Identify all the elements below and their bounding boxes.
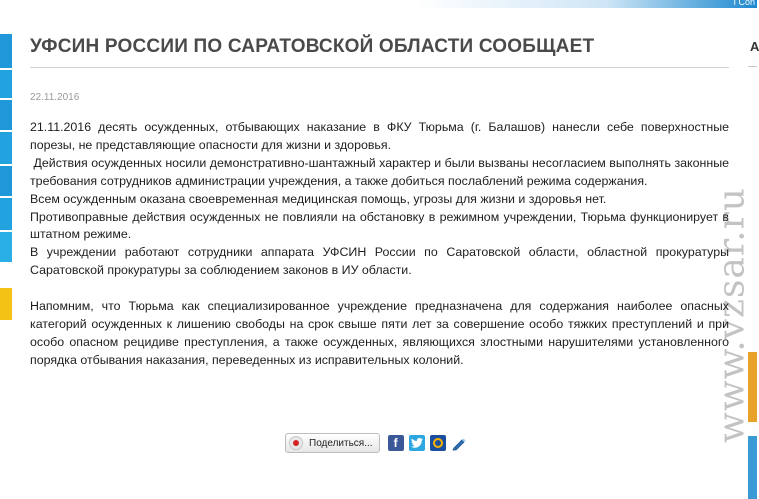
article-paragraph: 21.11.2016 десять осужденных, отбывающих наказание в ФКУ Тюрьма (г. Балашов) нанесли себе поверхностные порезы, не представляющие опасности для жизни и здоровья.: [30, 120, 729, 152]
article-paragraph: Действия осужденных носили демонстративно-шантажный характер и были вызваны несогласием выполнять законные требования сотрудников администрации учреждения, а также добиться послаблений режима содержания.: [30, 155, 733, 188]
article-paragraph: Всем осужденным оказана своевременная медицинская помощь, угрозы для жизни и здоровья нет.: [30, 191, 607, 206]
article-body: [30, 119, 733, 370]
right-sidebar-divider: [748, 66, 757, 67]
facebook-icon[interactable]: f: [388, 435, 404, 451]
left-nav-tab-5[interactable]: [0, 166, 12, 196]
article-title: УФСИН РОССИИ ПО САРАТОВСКОЙ ОБЛАСТИ СООБЩАЕТ: [30, 36, 595, 57]
left-nav-tab-7[interactable]: [0, 232, 12, 262]
top-strip: [0, 0, 757, 8]
left-nav-tab-6[interactable]: [0, 198, 12, 230]
article-paragraph: В учреждении работают сотрудники аппарата УФСИН России по Саратовской области, областной прокуратуры Саратовской прокуратуры за соблюдением законов в ИУ области.: [30, 245, 729, 278]
share-button[interactable]: [285, 433, 380, 453]
right-sidebar: [748, 0, 757, 499]
livejournal-icon[interactable]: [451, 435, 467, 451]
article-paragraph: Напомним, что Тюрьма как специализированное учреждение предназначена для содержания наиболее опасных категорий осужденных к лишению свободы на срок свыше пяти лет за совершение особо тяжких преступлений и при особо опасном рецидиве преступления, а также осужденных, являющихся злостными нарушителями установленного порядка отбывания наказания, переведенных из исправительных колоний.: [30, 299, 729, 367]
article-paragraph: Противоправные действия осужденных не повлияли на обстановку в режимном учреждении, Тюрьма функционирует в штатном режиме.: [30, 209, 729, 242]
left-nav-tab-8[interactable]: [0, 288, 12, 320]
share-button-label: Поделиться...: [309, 437, 373, 449]
right-sidebar-banner-orange[interactable]: [748, 352, 757, 422]
left-nav-tab-3[interactable]: [0, 100, 12, 130]
share-icon: [289, 436, 303, 450]
left-nav-tab-2[interactable]: [0, 70, 12, 98]
title-divider: [30, 67, 729, 68]
watermark-text: www.vzsar.ru: [711, 187, 753, 443]
article-date: 22.11.2016: [30, 92, 80, 103]
right-sidebar-banner-blue[interactable]: [748, 436, 757, 499]
mailru-icon[interactable]: [430, 435, 446, 451]
share-bar: [285, 433, 467, 453]
top-strip-text: I Con: [733, 0, 755, 7]
left-nav-tab-4[interactable]: [0, 132, 12, 164]
twitter-icon[interactable]: [409, 435, 425, 451]
left-nav-tab-1[interactable]: [0, 34, 12, 68]
right-sidebar-heading: А: [750, 39, 759, 54]
